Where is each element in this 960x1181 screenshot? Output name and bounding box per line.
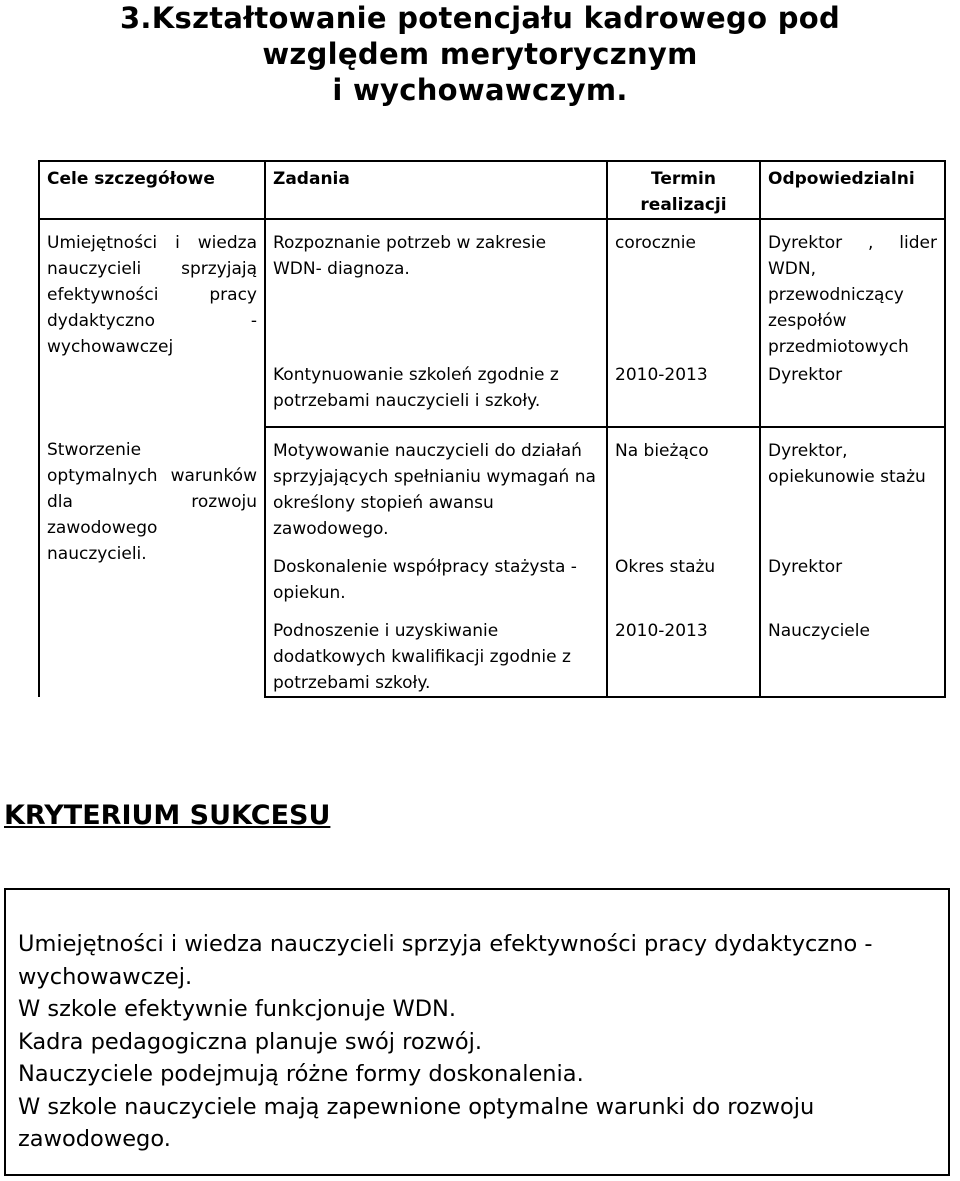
responsible-line: Dyrektor, bbox=[768, 441, 848, 461]
success-criteria-heading: KRYTERIUM SUKCESU bbox=[4, 800, 331, 831]
task-cell: Kontynuowanie szkoleń zgodnie z potrzebami nauczycieli i szkoły. bbox=[265, 360, 607, 427]
column-header-goals: Cele szczegółowe bbox=[39, 161, 265, 219]
goal-cell: Umiejętności i wiedza nauczycieli sprzyjają efektywności pracy dydaktyczno - wychowawczej bbox=[39, 219, 265, 427]
responsible-line: zespołów bbox=[768, 311, 847, 331]
term-cell: Na bieżąco bbox=[607, 427, 760, 554]
success-criteria-item: W szkole nauczyciele mają zapewnione optymalne warunki do rozwoju zawodowego. bbox=[18, 1093, 815, 1152]
responsible-cell bbox=[760, 554, 945, 618]
term-cell: corocznie bbox=[607, 219, 760, 360]
success-criteria-item: W szkole efektywnie funkcjonuje WDN. bbox=[18, 996, 457, 1022]
responsible-line: WDN, bbox=[768, 259, 817, 279]
title-line: względem merytorycznym bbox=[262, 37, 698, 71]
responsible-cell bbox=[760, 219, 945, 360]
title-line: 3.Kształtowanie potencjału kadrowego pod bbox=[119, 1, 841, 35]
table-row bbox=[39, 219, 945, 360]
task-cell: Podnoszenie i uzyskiwanie dodatkowych kwalifikacji zgodnie z potrzebami szkoły. bbox=[265, 618, 607, 697]
column-header-responsible: Odpowiedzialni bbox=[760, 161, 945, 219]
section-title bbox=[0, 0, 960, 108]
task-cell: Doskonalenie współpracy stażysta - opiekun. bbox=[265, 554, 607, 618]
responsible-line: przedmiotowych bbox=[768, 337, 909, 357]
title-line: i wychowawczym. bbox=[332, 73, 628, 107]
responsible-line: Dyrektor bbox=[768, 557, 843, 577]
plan-table bbox=[38, 160, 946, 698]
success-criteria-item: Umiejętności i wiedza nauczycieli sprzyja efektywności pracy dydaktyczno - wychowawczej. bbox=[18, 931, 873, 990]
success-criteria-item: Nauczyciele podejmują różne formy doskonalenia. bbox=[18, 1061, 584, 1087]
term-cell: 2010-2013 bbox=[607, 360, 760, 427]
table-row bbox=[39, 427, 945, 554]
responsible-line: Dyrektor , lider bbox=[768, 233, 937, 253]
column-header-term: Termin realizacji bbox=[607, 161, 760, 219]
term-cell: Okres stażu bbox=[607, 554, 760, 618]
success-criteria-box bbox=[4, 888, 950, 1176]
responsible-cell bbox=[760, 618, 945, 697]
table-header-row bbox=[39, 161, 945, 219]
goal-cell: Stworzenie optymalnych warunków dla rozwoju zawodowego nauczycieli. bbox=[39, 427, 265, 697]
term-cell: 2010-2013 bbox=[607, 618, 760, 697]
responsible-line: Nauczyciele bbox=[768, 621, 870, 641]
column-header-tasks: Zadania bbox=[265, 161, 607, 219]
task-cell: Rozpoznanie potrzeb w zakresie WDN- diagnoza. bbox=[265, 219, 607, 360]
success-criteria-item: Kadra pedagogiczna planuje swój rozwój. bbox=[18, 1028, 483, 1055]
responsible-line: Dyrektor bbox=[768, 365, 843, 385]
responsible-line: opiekunowie stażu bbox=[768, 467, 926, 487]
responsible-cell bbox=[760, 427, 945, 554]
responsible-line: przewodniczący bbox=[768, 285, 904, 305]
responsible-cell bbox=[760, 360, 945, 427]
task-cell: Motywowanie nauczycieli do działań sprzyjających spełnianiu wymagań na określony stopień awansu zawodowego. bbox=[265, 427, 607, 554]
